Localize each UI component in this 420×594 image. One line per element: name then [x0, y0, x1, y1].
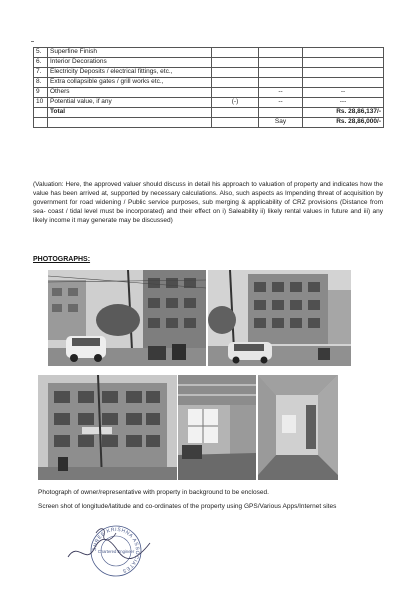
- stamp-center-text: Chartered Engineer: [97, 549, 135, 554]
- valuation-note: (Valuation: Here, the approved valuer should discuss in detail his approach to valuation of property and indicates how the value has been arrived at, supported by necessary calculations. Also, such aspects as Impending threat of acquisition by government for road widening / Public service purposes, sub merging & applicability of CRZ provisions (Distance from sea- coast / tidal level must be incorporated) and their effect on i) Saleability ii) likely rental values in future and iii) any likely income it may generate may be discussed): [33, 181, 383, 224]
- table-row: [34, 78, 384, 88]
- row-col4: --: [259, 98, 303, 108]
- interior-2-image: [258, 375, 338, 480]
- row-item: Others: [48, 88, 212, 98]
- photographs-heading: PHOTOGRAPHS:: [33, 256, 91, 263]
- total-label: Total: [48, 108, 212, 118]
- property-photo-interior-1: [178, 375, 256, 480]
- stamp-ring-text: SHREE KRISHNA ASSOCIATES: [91, 526, 141, 574]
- caption-gps-screenshot: Screen shot of longitude/latitude and co-ordinates of the property using GPS/Various Apps/Internet sites: [38, 503, 337, 510]
- total-row: [34, 108, 384, 118]
- caption-owner-photo: Photograph of owner/representative with property in background to be enclosed.: [38, 489, 269, 496]
- property-photo-street-1: [48, 270, 206, 366]
- row-col3: [212, 48, 259, 58]
- row-item: Potential value, if any: [48, 98, 212, 108]
- row-col5: ---: [303, 98, 384, 108]
- table-row: [34, 88, 384, 98]
- table-row: [34, 68, 384, 78]
- total-value: Rs. 28,86,137/-: [303, 108, 384, 118]
- table-row: [34, 58, 384, 68]
- row-col4: [259, 78, 303, 88]
- row-col5: [303, 58, 384, 68]
- row-number: 7.: [34, 68, 48, 78]
- row-col5: [303, 48, 384, 58]
- row-item: Interior Decorations: [48, 58, 212, 68]
- row-number: 6.: [34, 58, 48, 68]
- row-col4: [259, 58, 303, 68]
- row-col3: (-): [212, 98, 259, 108]
- row-col4: [259, 48, 303, 58]
- row-col3: [212, 68, 259, 78]
- table-row: [34, 98, 384, 108]
- row-number: 9: [34, 88, 48, 98]
- row-col4: --: [259, 88, 303, 98]
- property-photo-interior-2: [258, 375, 338, 480]
- row-col5: [303, 78, 384, 88]
- row-number: 10: [34, 98, 48, 108]
- property-photo-building-front: [38, 375, 177, 480]
- property-photo-street-2: [208, 270, 351, 366]
- row-col4: [259, 68, 303, 78]
- row-col3: [212, 78, 259, 88]
- street-photo-1-image: [48, 270, 206, 366]
- row-col3: [212, 58, 259, 68]
- margin-tick: [31, 41, 34, 42]
- valuation-table-body: [34, 48, 384, 128]
- row-number: 5.: [34, 48, 48, 58]
- row-col3: [212, 88, 259, 98]
- row-item: Electricity Deposits / electrical fittings, etc.,: [48, 68, 212, 78]
- row-item: Extra collapsible gates / grill works etc.,: [48, 78, 212, 88]
- say-label: Say: [259, 118, 303, 128]
- row-col5: --: [303, 88, 384, 98]
- street-photo-2-image: [208, 270, 351, 366]
- table-row: [34, 48, 384, 58]
- interior-1-image: [178, 375, 256, 480]
- row-item: Superfine Finish: [48, 48, 212, 58]
- valuation-table: [33, 47, 384, 128]
- say-row: [34, 118, 384, 128]
- row-number: 8.: [34, 78, 48, 88]
- say-value: Rs. 28,86,000/-: [303, 118, 384, 128]
- building-front-image: [38, 375, 177, 480]
- row-col5: [303, 68, 384, 78]
- valuer-stamp-signature: [66, 521, 176, 581]
